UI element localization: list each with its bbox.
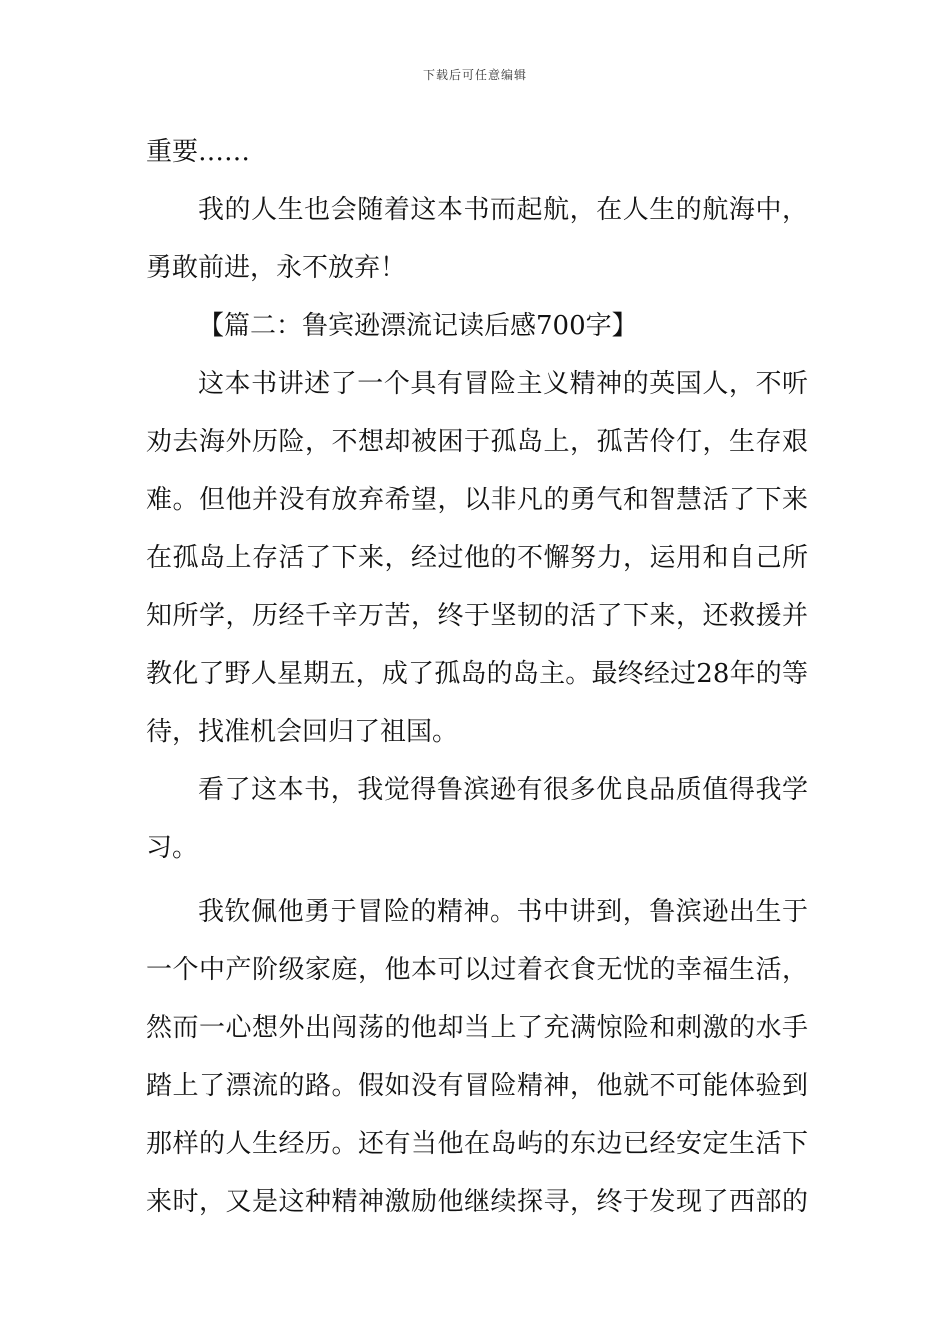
text-line: 习。	[146, 833, 199, 863]
text-line: 然而一心想外出闯荡的他却当上了充满惊险和刺激的水手	[146, 1013, 808, 1043]
text-line: 劝去海外历险，不想却被困于孤岛上，孤苦伶仃，生存艰	[146, 427, 808, 457]
text-line: 看了这本书，我觉得鲁滨逊有很多优良品质值得我学	[198, 775, 808, 805]
text-line: 待，找准机会回归了祖国。	[146, 717, 459, 747]
text-line: 在孤岛上存活了下来，经过他的不懈努力，运用和自己所	[146, 543, 808, 573]
document-body	[146, 123, 808, 1231]
text-line: 难。但他并没有放弃希望，以非凡的勇气和智慧活了下来	[146, 485, 808, 515]
page-header: 下载后可任意编辑	[422, 68, 527, 82]
text-line: 那样的人生经历。还有当他在岛屿的东边已经安定生活下	[146, 1129, 808, 1159]
text-line: 这本书讲述了一个具有冒险主义精神的英国人，不听	[198, 369, 808, 399]
text-line: 知所学，历经千辛万苦，终于坚韧的活了下来，还救援并	[146, 601, 808, 631]
text-line: 勇敢前进，永不放弃！	[146, 253, 407, 283]
text-line: 我钦佩他勇于冒险的精神。书中讲到，鲁滨逊出生于	[198, 897, 808, 927]
text-line: 重要……	[146, 137, 251, 167]
text-line: 教化了野人星期五，成了孤岛的岛主。最终经过28年的等	[146, 659, 808, 689]
text-line: 我的人生也会随着这本书而起航，在人生的航海中，	[198, 195, 808, 225]
text-line: 来时，又是这种精神激励他继续探寻，终于发现了西部的	[146, 1187, 808, 1217]
text-line: 踏上了漂流的路。假如没有冒险精神，他就不可能体验到	[146, 1071, 808, 1101]
section-heading: 【篇二：鲁宾逊漂流记读后感700字】	[198, 311, 638, 341]
text-line: 一个中产阶级家庭，他本可以过着衣食无忧的幸福生活，	[146, 955, 808, 985]
